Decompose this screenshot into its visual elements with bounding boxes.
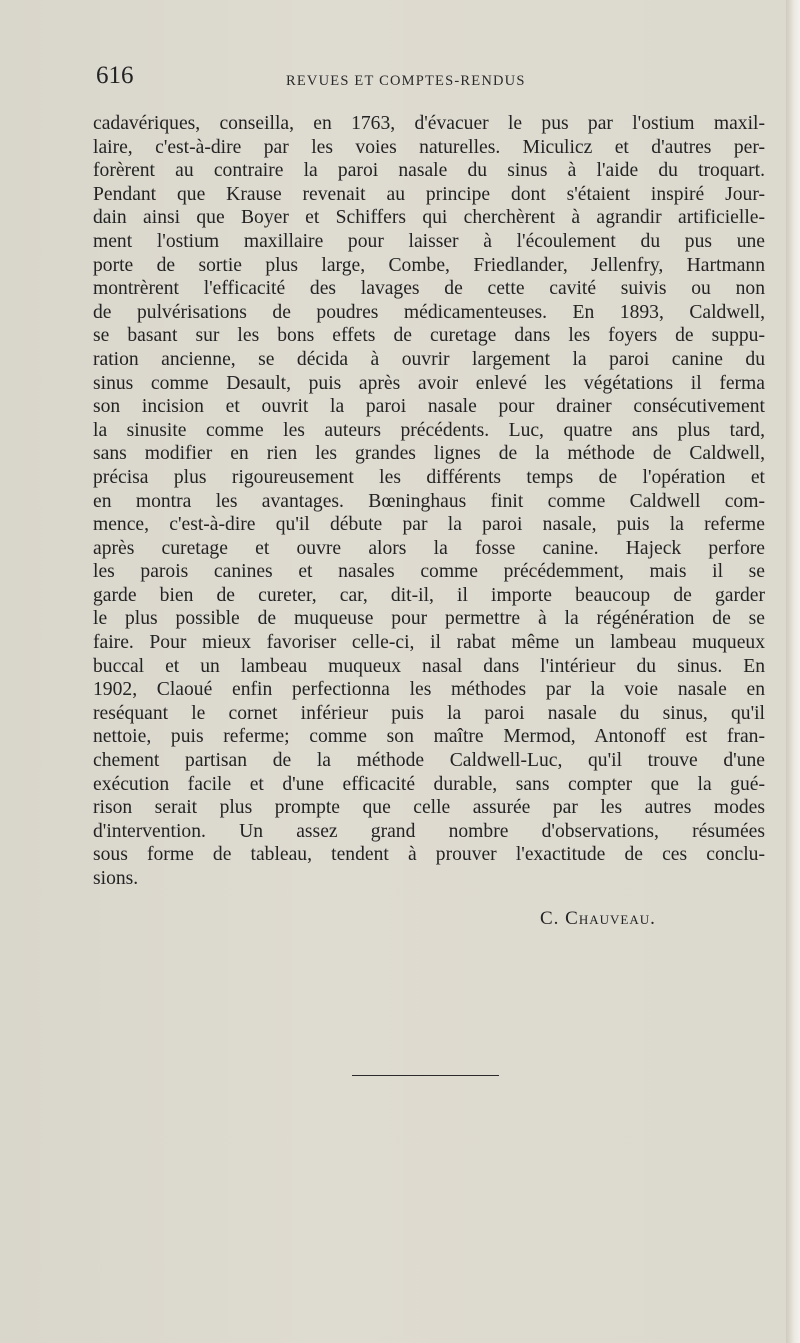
page-header xyxy=(96,60,764,100)
article-body xyxy=(93,112,765,891)
body-line: sions. xyxy=(93,868,139,889)
body-line: de pulvérisations de poudres médicamenteuses. En 1893, Caldwell, xyxy=(93,301,765,323)
body-line: buccal et un lambeau muqueux nasal dans l'intérieur du sinus. En xyxy=(93,655,765,677)
body-line: forèrent au contraire la paroi nasale du sinus à l'aide du troquart. xyxy=(93,160,765,182)
body-line: reséquant le cornet inférieur puis la paroi nasale du sinus, qu'il xyxy=(93,702,765,724)
body-line: sans modifier en rien les grandes lignes de la méthode de Caldwell, xyxy=(93,443,765,465)
body-line: après curetage et ouvre alors la fosse canine. Hajeck perfore xyxy=(93,537,765,559)
body-line: se basant sur les bons effets de curetage dans les foyers de suppu- xyxy=(93,325,765,347)
body-line: porte de sortie plus large, Combe, Friedlander, Jellenfry, Hartmann xyxy=(93,254,765,276)
body-line: ration ancienne, se décida à ouvrir largement la paroi canine du xyxy=(93,348,765,370)
body-line: cadavériques, conseilla, en 1763, d'évacuer le pus par l'ostium maxil- xyxy=(93,113,765,134)
body-line: le plus possible de muqueuse pour permettre à la régénération de se xyxy=(93,608,765,630)
body-line: la sinusite comme les auteurs précédents. Luc, quatre ans plus tard, xyxy=(93,419,765,441)
body-line: faire. Pour mieux favoriser celle-ci, il rabat même un lambeau muqueux xyxy=(93,632,765,654)
body-line: sinus comme Desault, puis après avoir enlevé les végétations il ferma xyxy=(93,372,765,394)
author-signature: C. Chauveau. xyxy=(540,908,656,929)
body-line: sous forme de tableau, tendent à prouver l'exactitude de ces conclu- xyxy=(93,844,765,866)
body-line: exécution facile et d'une efficacité durable, sans compter que la gué- xyxy=(93,773,765,795)
body-line: ment l'ostium maxillaire pour laisser à l'écoulement du pus une xyxy=(93,230,765,252)
body-line: garde bien de cureter, car, dit-il, il importe beaucoup de garder xyxy=(93,584,765,606)
body-line: dain ainsi que Boyer et Schiffers qui cherchèrent à agrandir artificielle- xyxy=(93,207,765,229)
body-line: en montra les avantages. Bœninghaus finit comme Caldwell com- xyxy=(93,490,765,512)
body-line: précisa plus rigoureusement les différents temps de l'opération et xyxy=(93,466,765,488)
body-line: nettoie, puis referme; comme son maître Mermod, Antonoff est fran- xyxy=(93,726,765,748)
body-line: d'intervention. Un assez grand nombre d'observations, résumées xyxy=(93,820,765,842)
body-line: son incision et ouvrit la paroi nasale pour drainer consécutivement xyxy=(93,396,765,418)
body-line: chement partisan de la méthode Caldwell-Luc, qu'il trouve d'une xyxy=(93,750,765,772)
page-number: 616 xyxy=(96,62,134,89)
body-line: Pendant que Krause revenait au principe dont s'étaient inspiré Jour- xyxy=(93,183,765,205)
section-divider-rule xyxy=(352,1075,499,1076)
body-line: montrèrent l'efficacité des lavages de cette cavité suivis ou non xyxy=(93,278,765,300)
body-line: les parois canines et nasales comme précédemment, mais il se xyxy=(93,561,765,583)
page-edge xyxy=(786,0,800,1343)
body-line: rison serait plus prompte que celle assurée par les autres modes xyxy=(93,797,765,819)
running-head: REVUES ET COMPTES-RENDUS xyxy=(286,73,526,89)
body-line: mence, c'est-à-dire qu'il débute par la paroi nasale, puis la referme xyxy=(93,514,765,536)
body-line: 1902, Claoué enfin perfectionna les méthodes par la voie nasale en xyxy=(93,679,765,701)
body-line: laire, c'est-à-dire par les voies naturelles. Miculicz et d'autres per- xyxy=(93,136,765,158)
